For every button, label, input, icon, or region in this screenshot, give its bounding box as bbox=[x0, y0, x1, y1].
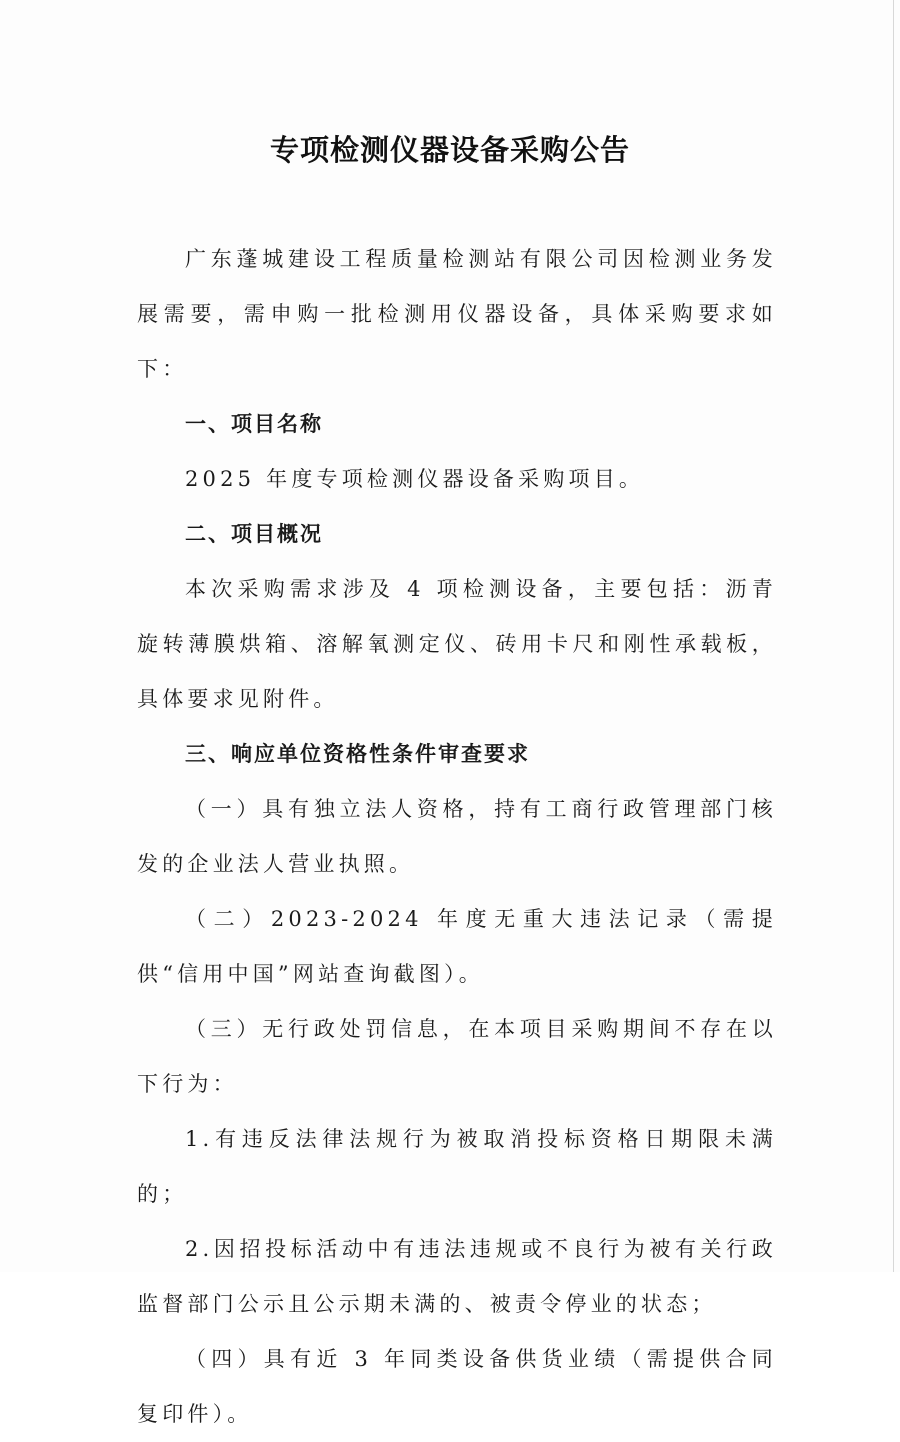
qualification-item-4: （四）具有近 3 年同类设备供货业绩（需提供合同复印件）。 bbox=[137, 1347, 777, 1426]
section-heading-project-overview: 二、项目概况 bbox=[185, 522, 323, 546]
scan-edge-line bbox=[893, 0, 894, 1272]
project-overview-paragraph: 本次采购需求涉及 4 项检测设备，主要包括：沥青旋转薄膜烘箱、溶解氧测定仪、砖用卡尺和刚性承载板，具体要求见附件。 bbox=[137, 577, 777, 711]
document-body bbox=[137, 232, 777, 1442]
project-name-paragraph: 2025 年度专项检测仪器设备采购项目。 bbox=[185, 467, 645, 491]
qualification-subitem-2: 2.因招投标活动中有违法违规或不良行为被有关行政监督部门公示且公示期未满的、被责令停业的状态； bbox=[137, 1237, 777, 1316]
qualification-item-2: （二）2023-2024 年度无重大违法记录（需提供“信用中国”网站查询截图）。 bbox=[137, 907, 777, 986]
qualification-item-3: （三）无行政处罚信息，在本项目采购期间不存在以下行为： bbox=[137, 1017, 777, 1096]
intro-paragraph: 广东蓬城建设工程质量检测站有限公司因检测业务发展需要，需申购一批检测用仪器设备，具体采购要求如下： bbox=[137, 247, 777, 381]
qualification-subitem-1: 1.有违反法律法规行为被取消投标资格日期限未满的； bbox=[137, 1127, 777, 1206]
document-title: 专项检测仪器设备采购公告 bbox=[269, 133, 630, 167]
section-heading-qualification: 三、响应单位资格性条件审查要求 bbox=[185, 742, 530, 766]
qualification-item-1: （一）具有独立法人资格，持有工商行政管理部门核发的企业法人营业执照。 bbox=[137, 797, 777, 876]
section-heading-project-name: 一、项目名称 bbox=[185, 412, 323, 436]
